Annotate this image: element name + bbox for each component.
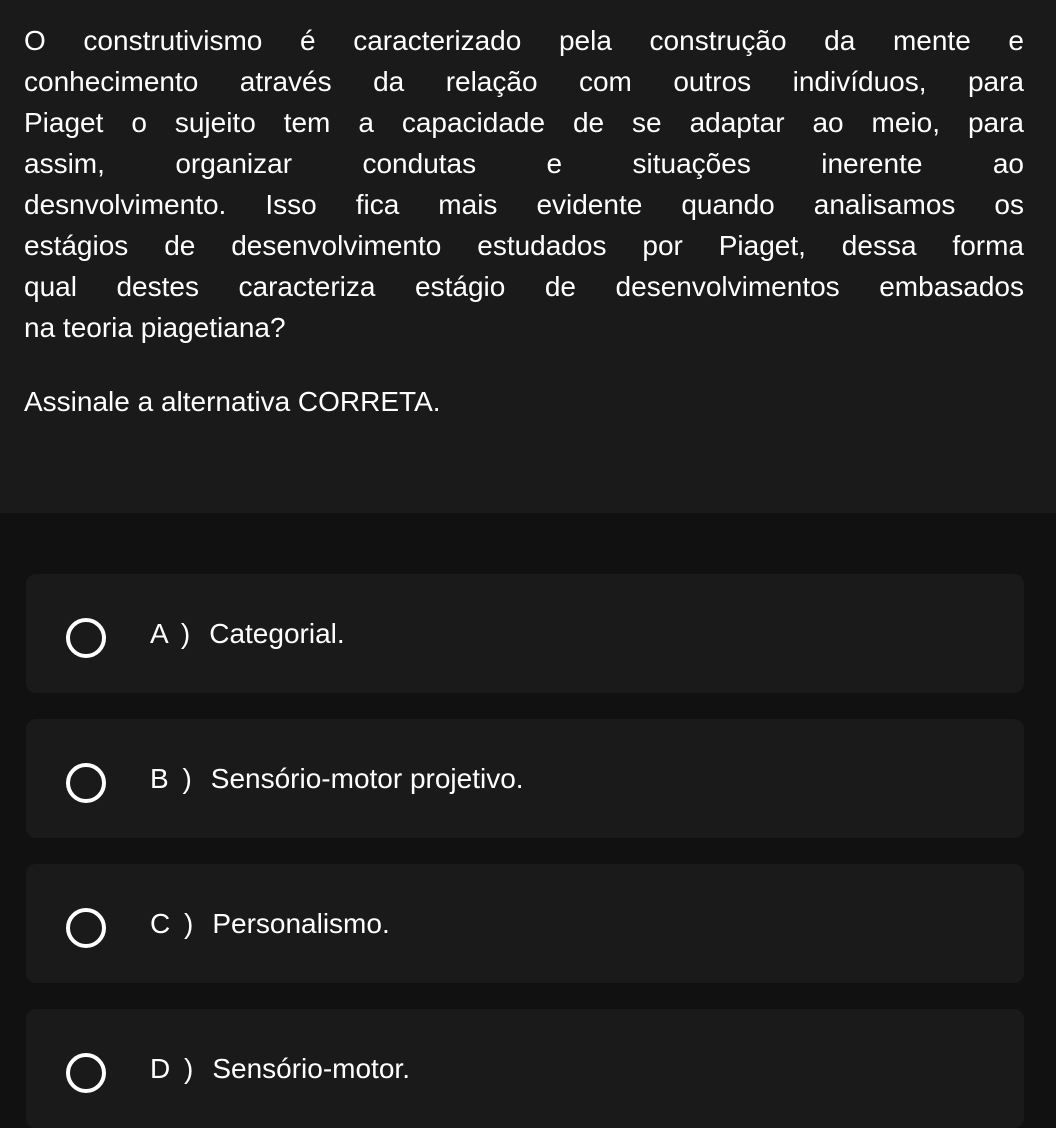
question-text-line: conhecimento através da relação com outros indivíduos, para: [24, 66, 1024, 97]
question-text-line: qual destes caracteriza estágio de desenvolvimentos embasados: [24, 271, 1024, 302]
option-d[interactable]: [26, 1009, 1024, 1128]
radio-unchecked-icon[interactable]: [66, 1053, 106, 1093]
question-text-line: na teoria piagetiana?: [24, 312, 286, 343]
question-text-line: desnvolvimento. Isso fica mais evidente quando analisamos os: [24, 189, 1024, 220]
option-letter: B ): [150, 762, 195, 794]
answer-options: [0, 513, 1056, 1128]
option-letter: A ): [150, 617, 194, 649]
option-b[interactable]: [26, 719, 1024, 838]
option-a[interactable]: [26, 574, 1024, 693]
option-letter: C ): [150, 907, 197, 939]
question-panel: [0, 0, 1056, 513]
question-text-line: estágios de desenvolvimento estudados por Piaget, dessa forma: [24, 230, 1024, 261]
radio-unchecked-icon[interactable]: [66, 908, 106, 948]
option-text: Sensório-motor projetivo.: [210, 762, 524, 794]
question-text-line: Piaget o sujeito tem a capacidade de se adaptar ao meio, para: [24, 107, 1024, 138]
option-text: Personalismo.: [212, 907, 390, 939]
question-text-line: assim, organizar condutas e situações inerente ao: [24, 148, 1024, 179]
radio-unchecked-icon[interactable]: [66, 763, 106, 803]
option-c[interactable]: [26, 864, 1024, 983]
option-text: Categorial.: [209, 617, 345, 649]
option-text: Sensório-motor.: [212, 1052, 410, 1084]
question-instruction: Assinale a alternativa CORRETA.: [24, 386, 441, 417]
question-text-line: O construtivismo é caracterizado pela construção da mente e: [24, 25, 1024, 56]
radio-unchecked-icon[interactable]: [66, 618, 106, 658]
option-letter: D ): [150, 1052, 197, 1084]
